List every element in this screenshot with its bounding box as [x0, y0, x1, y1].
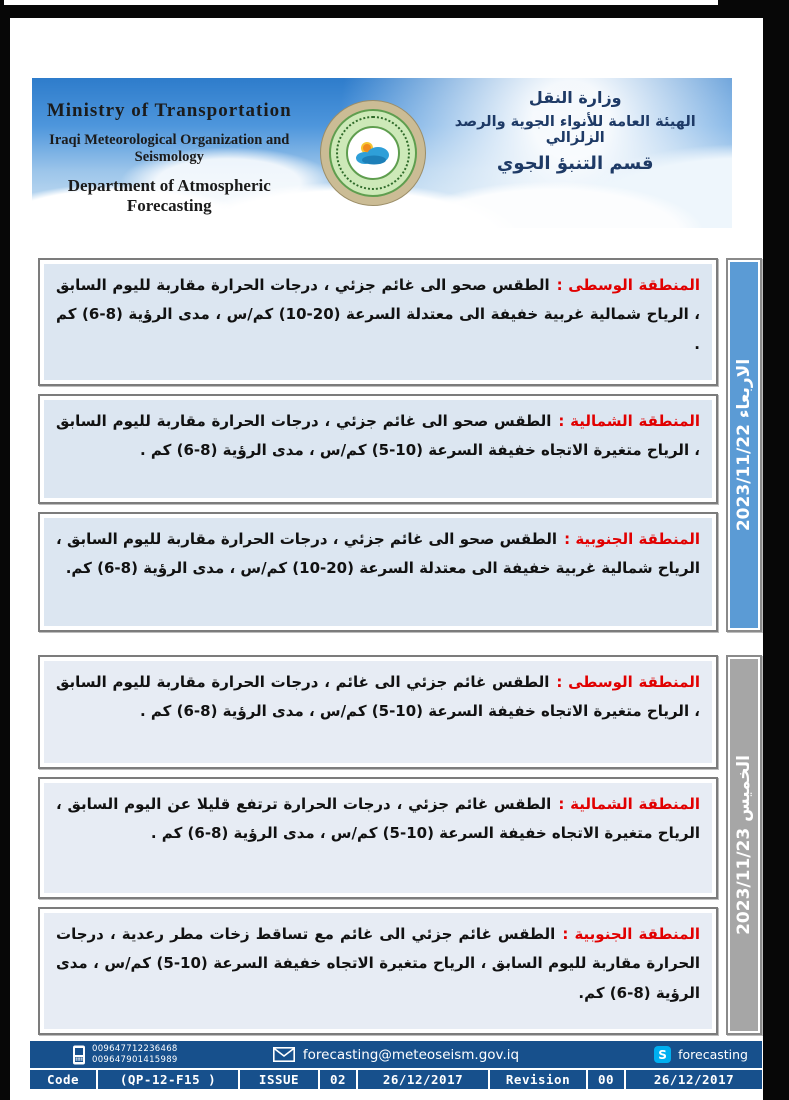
- revision-cell-number: 00: [586, 1070, 624, 1089]
- forecast-text: الطقس غائم جزئي ، درجات الحرارة ترتفع قليلا عن اليوم السابق ، الرياح متغيرة الاتجاه خفيفة السرعة (10-5) كم/س ، مدى الرؤية (8-6) كم .: [56, 795, 700, 843]
- header-arabic-block: [439, 78, 732, 228]
- ministry-title-ar: وزارة النقل: [528, 88, 622, 107]
- skype-username[interactable]: forecasting: [678, 1047, 748, 1062]
- department-title-en: Department of Atmospheric Forecasting: [67, 176, 271, 215]
- forecast-box-southern-thu: [38, 907, 718, 1035]
- region-label: المنطقة الوسطى :: [556, 673, 700, 691]
- sun-cloud-icon: [354, 140, 392, 166]
- phone-number-1: 009647712236468: [92, 1043, 178, 1054]
- phone-number-2: 009647901415989: [92, 1054, 178, 1065]
- scan-top-strip: [4, 0, 718, 5]
- email-address[interactable]: forecasting@meteoseism.gov.iq: [302, 1046, 520, 1063]
- logo-block: [307, 78, 439, 228]
- date-label: الخميس 2023/11/23: [734, 755, 755, 935]
- phone-contact: [72, 1044, 178, 1065]
- forecast-text: الطقس غائم جزئي الى غائم مع تساقط زخات مطر رعدية ، درجات الحرارة مقاربة لليوم السابق ، الرياح متغيرة الاتجاه خفيفة السرعة (10-5) كم/س ، مدى الرؤية (8-6) كم.: [56, 925, 700, 1002]
- date-bar-thursday: [726, 655, 762, 1035]
- forecast-text: الطقس صحو الى غائم جزئي ، درجات الحرارة مقاربة لليوم السابق ، الرياح شمالية غربية خفيفة الى معتدلة السرعة (20-10) كم/س ، مدى الرؤية (8-6) كم .: [56, 276, 700, 353]
- skype-contact[interactable]: [654, 1046, 748, 1063]
- forecast-text: الطقس غائم جزئي الى غائم ، درجات الحرارة مقاربة لليوم السابق ، الرياح متغيرة الاتجاه خفيفة السرعة (10-5) كم/س ، مدى الرؤية (8-6) كم .: [56, 673, 700, 721]
- footer-bar: [30, 1041, 762, 1089]
- contact-row: [30, 1041, 762, 1068]
- envelope-icon: [273, 1047, 295, 1062]
- issue-cell-date: 26/12/2017: [356, 1070, 488, 1089]
- code-cell-value: (QP-12-F15 ): [96, 1070, 238, 1089]
- region-label: المنطقة الوسطى :: [556, 276, 700, 294]
- organization-title-ar: الهيئة العامة للأنواء الجوية والرصد الزلزالي: [454, 114, 696, 146]
- code-cell-label: Code: [46, 1072, 80, 1087]
- forecast-box-northern-thu: [38, 777, 718, 899]
- forecast-text: الطقس صحو الى غائم جزئي ، درجات الحرارة مقاربة لليوم السابق ، الرياح متغيرة الاتجاه خفيفة السرعة (10-5) كم/س ، مدى الرؤية (8-6) كم .: [56, 412, 700, 460]
- email-contact[interactable]: [273, 1047, 519, 1063]
- document-code-row: [30, 1068, 762, 1089]
- department-title-ar: قسم التنبؤ الجوي: [496, 153, 654, 174]
- organization-seal-icon: [320, 100, 426, 206]
- mobile-phone-icon: [72, 1045, 86, 1065]
- forecast-box-southern-wed: [38, 512, 718, 632]
- region-label: المنطقة الجنوبية :: [562, 925, 700, 943]
- header-english-block: [32, 78, 307, 228]
- forecast-box-central-wed: [38, 258, 718, 386]
- organization-title-en: Iraqi Meteorological Organization and Seismology: [49, 132, 290, 165]
- date-bar-wednesday: [726, 258, 762, 632]
- date-label: الاربعاء 2023/11/22: [734, 358, 755, 532]
- forecast-text: الطقس صحو الى غائم جزئي ، درجات الحرارة مقاربة لليوم السابق ، الرياح شمالية غربية خفيفة الى معتدلة السرعة (20-10) كم/س ، مدى الرؤية (8-6) كم.: [56, 530, 700, 578]
- skype-icon: S: [654, 1046, 671, 1063]
- forecast-day-thursday: [38, 655, 763, 1035]
- region-label: المنطقة الشمالية :: [558, 412, 700, 430]
- revision-cell-date: 26/12/2017: [624, 1070, 762, 1089]
- forecast-box-northern-wed: [38, 394, 718, 504]
- ministry-title-en: Ministry of Transportation: [46, 100, 292, 121]
- revision-cell-label: Revision: [488, 1070, 586, 1089]
- header-banner: [32, 78, 732, 228]
- issue-cell-number: 02: [318, 1070, 356, 1089]
- issue-cell-label: ISSUE: [238, 1070, 318, 1089]
- region-label: المنطقة الشمالية :: [558, 795, 700, 813]
- forecast-day-wednesday: [38, 258, 763, 632]
- forecast-box-central-thu: [38, 655, 718, 769]
- bulletin-page: [10, 18, 763, 1100]
- region-label: المنطقة الجنوبية :: [564, 530, 700, 548]
